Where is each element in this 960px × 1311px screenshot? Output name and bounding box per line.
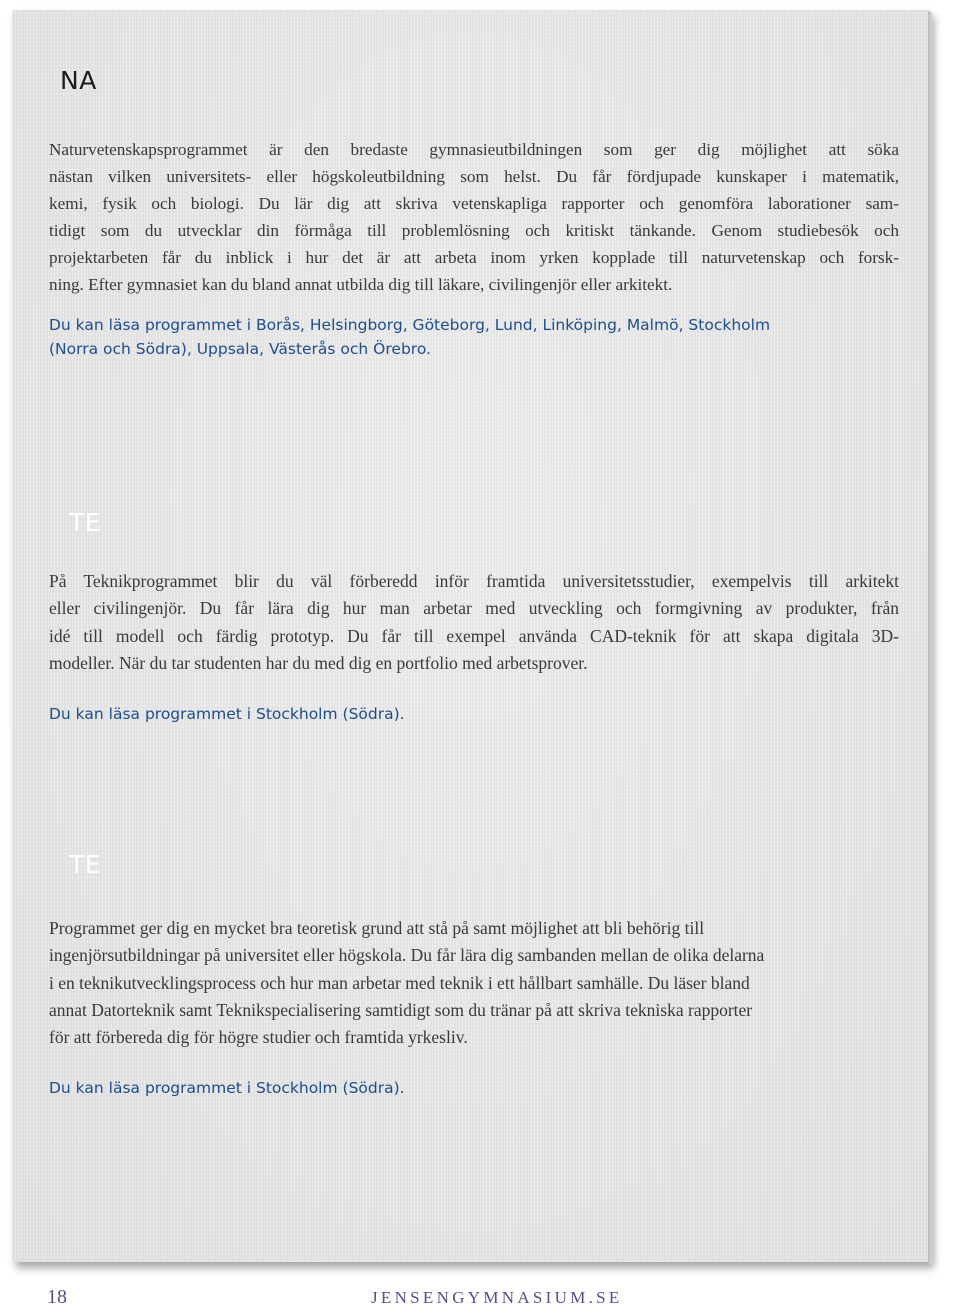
section-heading-na: NA <box>60 66 97 95</box>
body-line: idé till modell och färdig prototyp. Du får till exempel använda CAD-teknik för att skapa digitala 3D- <box>49 625 899 646</box>
section-heading-te-2: TE <box>69 850 102 879</box>
section-heading-te: TE <box>69 508 102 537</box>
locations-line: Du kan läsa programmet i Stockholm (Södra). <box>49 1079 405 1097</box>
body-line: nästan vilken universitets- eller högskoleutbildning som helst. Du får fördjupade kunskaper i matematik, <box>49 167 899 186</box>
body-line: ingenjörsutbildningar på universitet eller högskola. Du får lära dig sambanden mellan de olika delarna <box>49 945 765 966</box>
locations-te-2 <box>49 1076 405 1100</box>
body-line: eller civilingenjör. Du får lära dig hur man arbetar med utveckling och formgivning av produkter, från <box>49 598 899 619</box>
body-line: På Teknikprogrammet blir du väl förberedd inför framtida universitetsstudier, exempelvis till arkitekt <box>49 571 899 591</box>
locations-line: Du kan läsa programmet i Stockholm (Södra). <box>49 705 405 723</box>
body-line: projektarbeten får du inblick i hur det är att arbeta inom yrken kopplade till naturvetenskap och forsk- <box>49 248 899 267</box>
page-number: 18 <box>47 1286 67 1308</box>
body-line: i en teknikutvecklingsprocess och hur man arbetar med teknik i ett hållbart samhälle. Du läser bland <box>49 972 750 993</box>
section-body-te-2 <box>49 915 899 1051</box>
body-line: Naturvetenskapsprogrammet är den bredaste gymnasieutbildningen som ger dig möjlighet att söka <box>49 140 899 159</box>
locations-te <box>49 702 405 726</box>
locations-line: (Norra och Södra), Uppsala, Västerås och Örebro. <box>49 340 431 358</box>
locations-na <box>49 313 770 361</box>
page-edge <box>928 12 932 1264</box>
body-line: kemi, fysik och biologi. Du lär dig att skriva vetenskapliga rapporter och genomföra laborationer sam- <box>49 194 899 213</box>
body-line: tidigt som du utvecklar din förmåga till problemlösning och kritiskt tänkande. Genom studiebesök och <box>49 221 899 240</box>
section-body-te <box>49 568 899 677</box>
body-line: för att förbereda dig för högre studier och framtida yrkesliv. <box>49 1027 468 1048</box>
locations-line: Du kan läsa programmet i Borås, Helsingborg, Göteborg, Lund, Linköping, Malmö, Stockholm <box>49 316 771 334</box>
section-body-na <box>49 136 899 298</box>
body-line: annat Datorteknik samt Teknikspecialisering samtidigt som du tränar på att skriva tekniska rapporter <box>49 999 753 1020</box>
website-footer: JENSENGYMNASIUM.SE <box>371 1288 623 1307</box>
body-line: ning. Efter gymnasiet kan du bland annat utbilda dig till läkare, civilingenjör eller arkitekt. <box>49 275 673 294</box>
body-line: modeller. När du tar studenten har du med dig en portfolio med arbetsprover. <box>49 652 588 673</box>
body-line: Programmet ger dig en mycket bra teoretisk grund att stå på samt möjlighet att bli behörig till <box>49 918 705 938</box>
